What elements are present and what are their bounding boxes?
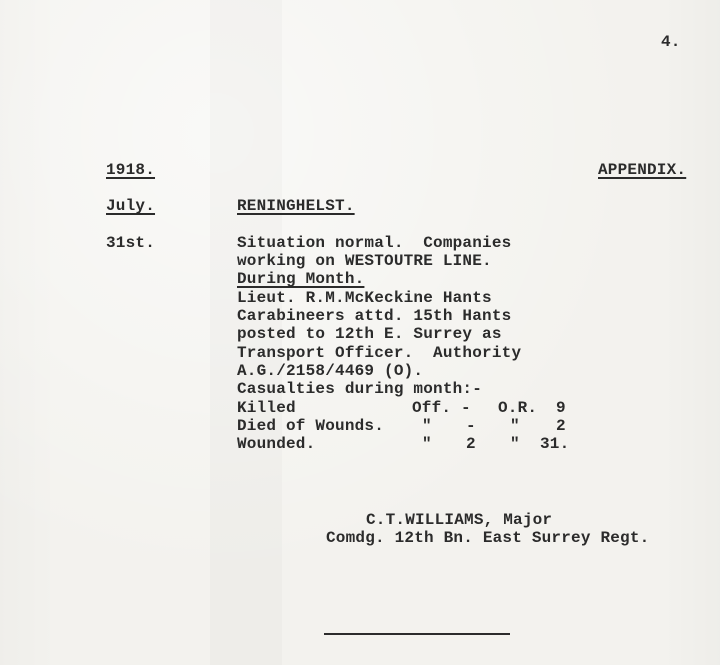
entry-line-8: A.G./2158/4469 (O). — [237, 362, 424, 380]
entry-line-1: Situation normal. Companies — [237, 234, 512, 252]
entry-line-5: Carabineers attd. 15th Hants — [237, 307, 512, 325]
during-month-heading: During Month. — [237, 270, 365, 288]
signature-title: Comdg. 12th Bn. East Surrey Regt. — [326, 529, 650, 547]
casualty-label-wounded: Wounded. — [237, 435, 316, 453]
casualty-or-label-died: " — [510, 417, 520, 435]
casualty-off-label-died: " — [422, 417, 432, 435]
entry-line-2: working on WESTOUTRE LINE. — [237, 252, 492, 270]
casualty-or-label-wounded: " — [510, 435, 520, 453]
entry-line-7: Transport Officer. Authority — [237, 344, 522, 362]
casualty-off-label-killed: Off. - — [412, 399, 471, 417]
year-heading: 1918. — [106, 161, 156, 179]
casualty-label-died: Died of Wounds. — [237, 417, 385, 435]
page-number: 4. — [661, 33, 681, 51]
entry-line-6: posted to 12th E. Surrey as — [237, 325, 502, 343]
closing-rule — [324, 633, 510, 635]
casualty-or-label-killed: O.R. — [498, 399, 538, 417]
casualty-or-value-killed: 9 — [556, 399, 566, 417]
casualty-or-value-died: 2 — [556, 417, 566, 435]
casualty-off-value-died: - — [466, 417, 476, 435]
entry-line-9: Casualties during month:- — [237, 380, 483, 398]
appendix-heading: APPENDIX. — [598, 161, 687, 179]
casualty-off-label-wounded: " — [422, 435, 432, 453]
entry-date: 31st. — [106, 234, 156, 252]
casualty-off-value-wounded: 2 — [466, 435, 476, 453]
entry-line-4: Lieut. R.M.McKeckine Hants — [237, 289, 492, 307]
casualty-label-killed: Killed — [237, 399, 296, 417]
month-heading: July. — [106, 197, 156, 215]
casualty-or-value-wounded: 31. — [540, 435, 570, 453]
location-heading: RENINGHELST. — [237, 197, 355, 215]
signature-name: C.T.WILLIAMS, Major — [366, 511, 553, 529]
